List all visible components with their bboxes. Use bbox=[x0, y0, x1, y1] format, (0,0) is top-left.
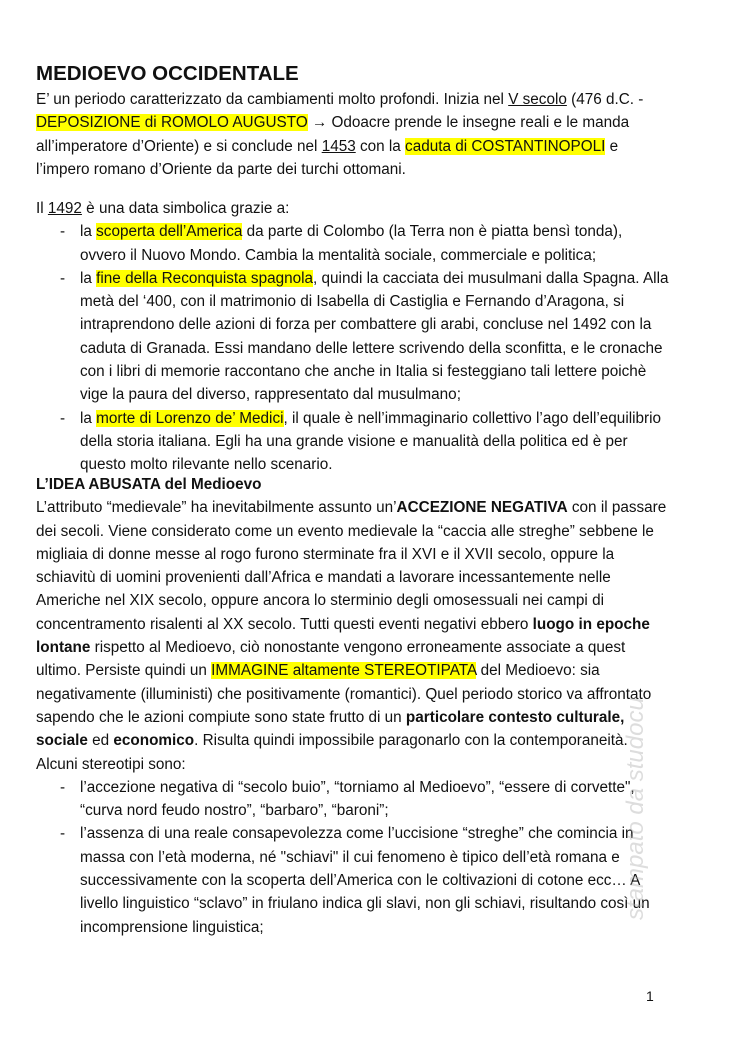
text-run: intraprendono delle azioni di forza per combattere gli arabi, concluse nel 1492 con la bbox=[80, 316, 652, 334]
text-run: con la bbox=[355, 137, 406, 155]
text-run: la bbox=[80, 223, 97, 241]
highlighted-text: IMMAGINE altamente STEREOTIPATA bbox=[211, 662, 477, 680]
bold-text: lontane bbox=[36, 639, 91, 657]
text-run: ultimo. Persiste quindi un bbox=[36, 662, 212, 680]
bold-text: ACCEZIONE NEGATIVA bbox=[396, 499, 568, 517]
bold-text: economico bbox=[113, 732, 195, 750]
highlighted-text: morte di Lorenzo de’ Medici bbox=[96, 409, 284, 427]
highlighted-text: fine della Reconquista spagnola bbox=[96, 269, 314, 287]
text-run: . Risulta quindi impossibile paragonarlo con la contemporaneità. bbox=[194, 732, 628, 750]
text-line bbox=[36, 659, 736, 682]
page-number: 1 bbox=[646, 988, 654, 1004]
text-run: della storia italiana. Egli ha una grande visione e manualità della politica ed è per bbox=[80, 432, 628, 450]
text-line bbox=[36, 244, 736, 267]
text-run: è una data simbolica grazie a: bbox=[81, 200, 290, 217]
bold-text: luogo in epoche bbox=[532, 615, 650, 633]
text-run: del Medioevo: sia bbox=[476, 662, 600, 680]
bullet-dash: - bbox=[60, 269, 66, 287]
highlighted-text: caduta di COSTANTINOPOLI bbox=[405, 137, 606, 155]
watermark: stampato da studocu bbox=[622, 697, 649, 920]
text-run: l’impero romano d’Oriente da parte dei turchi ottomani. bbox=[36, 160, 406, 178]
text-run: ed bbox=[87, 732, 114, 750]
text-run: E’ un periodo caratterizzato da cambiamenti molto profondi. Inizia nel bbox=[36, 91, 509, 108]
text-run: Americhe nel XIX secolo, oppure ancora lo sterminio degli omosessuali nei campi di bbox=[36, 592, 604, 610]
text-run: massa con l’età moderna, né "schiavi" il cui fenomeno è tipico dell’età romana e bbox=[80, 848, 620, 866]
bullet-dash: - bbox=[60, 825, 66, 843]
text-run: successivamente con la scoperta dell’America con le coltivazioni di cotone ecc… A bbox=[80, 872, 641, 890]
text-run: la bbox=[80, 269, 97, 287]
text-line bbox=[36, 313, 736, 336]
text-run: “curva nord feudo nostro”, “barbaro”, “baroni”; bbox=[80, 802, 389, 820]
text-line bbox=[36, 135, 736, 158]
text-run: ovvero il Nuovo Mondo. Cambia la mentalità sociale, commerciale e politica; bbox=[80, 246, 597, 264]
text-line bbox=[36, 337, 736, 360]
text-run: metà del ‘400, con il matrimonio di Isabella di Castiglia e Fernando d’Aragona, si bbox=[80, 293, 625, 311]
text-line bbox=[36, 360, 736, 383]
bullet-dash: - bbox=[60, 223, 66, 241]
text-line bbox=[36, 566, 736, 589]
text-run: Alcuni stereotipi sono: bbox=[36, 755, 186, 773]
text-line bbox=[36, 158, 736, 181]
text-run: da parte di Colombo (la Terra non è piatta bensì tonda), bbox=[242, 223, 623, 241]
underlined-text: V secolo bbox=[508, 91, 567, 108]
text-run: l’accezione negativa di “secolo buio”, “torniamo al Medioevo”, “essere di corvette", bbox=[80, 778, 635, 796]
text-run: → Odoacre prende le insegne reali e le manda bbox=[307, 114, 630, 132]
text-run: L’attributo “medievale” ha inevitabilmente assunto un’ bbox=[36, 499, 397, 517]
text-run: all’imperatore d’Oriente) e si conclude nel bbox=[36, 137, 322, 155]
text-run: questo molto rilevante nello scenario. bbox=[80, 456, 333, 474]
text-run: la bbox=[80, 409, 97, 427]
text-run: con i libri di memorie raccontano che anche in Italia si festeggiano tali lettere poichè bbox=[80, 363, 647, 381]
text-run: (476 d.C. - bbox=[566, 91, 644, 108]
text-line bbox=[36, 589, 736, 612]
text-run: Il bbox=[36, 200, 48, 217]
text-line bbox=[36, 197, 736, 220]
text-run: caduta di Granada. Essi mandano delle lettere scrivendo della sconfitta, e le cronache bbox=[80, 339, 663, 357]
bullet-item-line bbox=[36, 407, 736, 430]
text-line bbox=[36, 88, 736, 111]
text-line bbox=[36, 473, 736, 496]
text-line bbox=[36, 496, 736, 519]
bold-text: sociale bbox=[36, 732, 88, 750]
highlighted-text: DEPOSIZIONE di ROMOLO AUGUSTO bbox=[36, 114, 308, 132]
text-line bbox=[36, 111, 736, 134]
text-run: incomprensione linguistica; bbox=[80, 918, 264, 936]
text-run: negativamente (illuministi) che positivamente (romantici). Quel periodo storico va affrontato bbox=[36, 685, 652, 703]
text-run: l’assenza di una reale consapevolezza come l’uccisione “streghe” che comincia in bbox=[80, 825, 634, 843]
text-run: livello linguistico “sclavo” in friulano indica gli slavi, non gli schiavi, risultando così un bbox=[80, 895, 650, 913]
text-run: sapendo che le azioni compiute sono state frutto di un bbox=[36, 708, 406, 726]
underlined-text: 1453 bbox=[321, 137, 356, 155]
text-line bbox=[36, 520, 736, 543]
bullet-item-line bbox=[36, 220, 736, 243]
bullet-dash: - bbox=[60, 409, 66, 427]
text-run: dei secoli. Viene considerato come un evento medievale la “caccia alle streghe” sebbene le bbox=[36, 522, 654, 540]
document-title-block bbox=[36, 60, 736, 88]
text-run: schiavitù di uomini provenienti dall’Africa e mandati a lavorare incessantemente nelle bbox=[36, 569, 611, 587]
text-run: con il passare bbox=[567, 499, 667, 517]
bullet-dash: - bbox=[60, 778, 66, 796]
bold-text: L’IDEA ABUSATA del Medioevo bbox=[36, 476, 262, 493]
text-run: , quindi la cacciata dei musulmani dalla Spagna. Alla bbox=[313, 269, 669, 287]
highlighted-text: scoperta dell’America bbox=[96, 223, 243, 241]
text-run: vige la paura del diverso, rappresentato dal musulmano; bbox=[80, 386, 461, 404]
text-line bbox=[36, 430, 736, 453]
text-run: concentramento risalenti al XX secolo. Tutti questi eventi negativi ebbero bbox=[36, 615, 533, 633]
paragraph-block bbox=[36, 88, 736, 181]
bold-text: particolare contesto culturale, bbox=[405, 708, 625, 726]
text-run: migliaia di donne messe al rogo furono sterminate fra il XVI e il XVII secolo, oppure la bbox=[36, 545, 615, 563]
text-run: , il quale è nell’immaginario collettivo l’ago dell’equilibrio bbox=[283, 409, 662, 427]
text-line bbox=[36, 636, 736, 659]
text-line bbox=[36, 290, 736, 313]
text-run: e bbox=[605, 137, 619, 155]
text-line bbox=[36, 383, 736, 406]
text-run: rispetto al Medioevo, ciò nonostante vengono erroneamente associate a quest bbox=[90, 639, 626, 657]
document-title: MEDIOEVO OCCIDENTALE bbox=[36, 62, 299, 85]
paragraph-block bbox=[36, 197, 736, 477]
underlined-text: 1492 bbox=[47, 200, 82, 217]
text-line bbox=[36, 613, 736, 636]
text-line bbox=[36, 543, 736, 566]
bullet-item-line bbox=[36, 267, 736, 290]
